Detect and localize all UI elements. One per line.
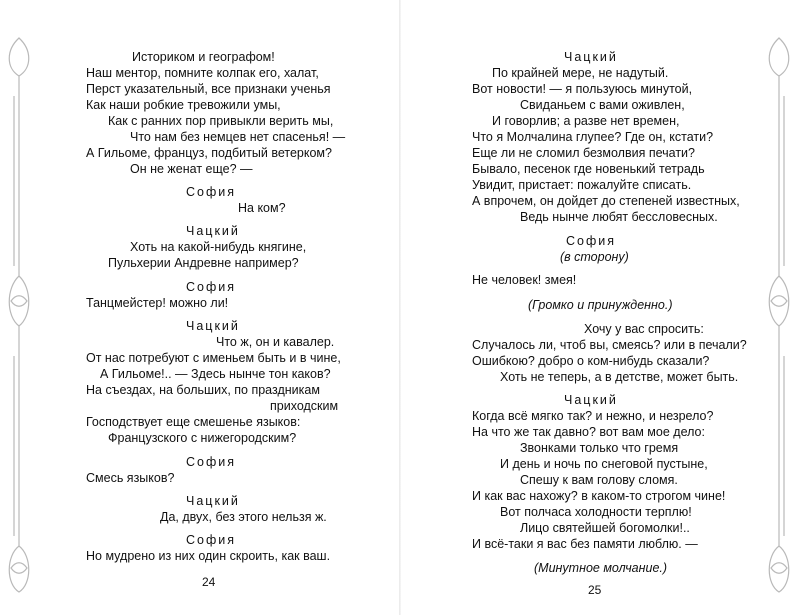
verse-line: Да, двух, без этого нельзя ж.: [160, 510, 327, 524]
verse-line: Что нам без немцев нет спасенья! —: [130, 130, 346, 144]
verse-line: А Гильоме, француз, подбитый ветерком?: [86, 146, 332, 160]
speaker-name: Чацкий: [186, 224, 240, 238]
verse-line: По крайней мере, не надутый.: [492, 66, 669, 80]
speaker-name: София: [186, 533, 237, 547]
verse-line: Он не женат еще? —: [130, 162, 253, 176]
speaker-name: София: [186, 185, 237, 199]
verse-line: Танцмейстер! можно ли!: [86, 296, 229, 310]
verse-line: Французского с нижегородским?: [108, 431, 297, 445]
speaker-name: София: [566, 234, 617, 248]
page-number: 24: [202, 575, 216, 589]
verse-line: приходским: [270, 399, 339, 413]
verse-line: Спешу к вам голову сломя.: [520, 473, 678, 487]
verse-line: Хоть на какой-нибудь княгине,: [130, 240, 307, 254]
verse-line: Не человек! змея!: [472, 273, 577, 287]
speaker-name: Чацкий: [564, 393, 618, 407]
verse-line: Увидит, пристает: пожалуйте списать.: [472, 178, 692, 192]
speaker-name: София: [186, 455, 237, 469]
speaker-name: Чацкий: [186, 319, 240, 333]
page-number: 25: [588, 583, 602, 597]
verse-line: Пульхерии Андревне например?: [108, 256, 299, 270]
verse-line: Хочу у вас спросить:: [584, 322, 704, 336]
verse-line: Что ж, он и кавалер.: [216, 335, 335, 349]
speaker-name: София: [186, 280, 237, 294]
verse-line: И говорлив; а разве нет времен,: [492, 114, 680, 128]
speaker-name: Чацкий: [186, 494, 240, 508]
stage-direction: (Громко и принужденно.): [528, 298, 673, 312]
verse-line: Свиданьем с вами оживлен,: [520, 98, 685, 112]
right-page: [400, 0, 800, 615]
verse-line: Смесь языков?: [86, 471, 175, 485]
verse-line: Вот полчаса холодности терплю!: [500, 505, 692, 519]
speaker-name: Чацкий: [564, 50, 618, 64]
verse-line: Когда всё мягко так? и нежно, и незрело?: [472, 409, 714, 423]
verse-line: Бывало, песенок где новенький тетрадь: [472, 162, 705, 176]
verse-line: И как вас нахожу? в каком-то строгом чине!: [472, 489, 726, 503]
verse-line: Хоть не теперь, а в детстве, может быть.: [500, 370, 739, 384]
stage-direction: (в сторону): [560, 250, 629, 264]
verse-line: Но мудрено из них один скроить, как ваш.: [86, 549, 331, 563]
verse-line: Ведь нынче любят бессловесных.: [520, 210, 718, 224]
verse-line: Господствует еще смешенье языков:: [86, 415, 301, 429]
verse-line: На что же так давно? вот вам мое дело:: [472, 425, 705, 439]
verse-line: На съездах, на больших, по праздникам: [86, 383, 320, 397]
verse-line: Еще ли не сломил безмолвия печати?: [472, 146, 695, 160]
floral-ornament-left-border: [2, 36, 36, 596]
verse-line: Вот новости! — я пользуюсь минутой,: [472, 82, 693, 96]
verse-line: Историком и географом!: [132, 50, 275, 64]
verse-line: На ком?: [238, 201, 286, 215]
verse-line: А Гильоме!.. — Здесь нынче тон каков?: [100, 367, 331, 381]
verse-line: Случалось ли, чтоб вы, смеясь? или в печали?: [472, 338, 747, 352]
verse-line: И день и ночь по снеговой пустыне,: [500, 457, 708, 471]
verse-line: Что я Молчалина глупее? Где он, кстати?: [472, 130, 714, 144]
stage-direction: (Минутное молчание.): [534, 561, 668, 575]
verse-line: От нас потребуют с именьем быть и в чине,: [86, 351, 341, 365]
verse-line: Звонками только что гремя: [520, 441, 679, 455]
verse-line: Ошибкою? добро о ком-нибудь сказали?: [472, 354, 710, 368]
verse-line: А впрочем, он дойдет до степеней известных,: [472, 194, 740, 208]
verse-line: И всё-таки я вас без памяти люблю. —: [472, 537, 698, 551]
verse-line: Как наши робкие тревожили умы,: [86, 98, 281, 112]
verse-line: Перст указательный, все признаки ученья: [86, 82, 331, 96]
verse-line: Как с ранних пор привыкли верить мы,: [108, 114, 334, 128]
verse-line: Лицо святейшей богомолки!..: [520, 521, 690, 535]
floral-ornament-right-border: [762, 36, 796, 596]
verse-line: Наш ментор, помните колпак его, халат,: [86, 66, 319, 80]
